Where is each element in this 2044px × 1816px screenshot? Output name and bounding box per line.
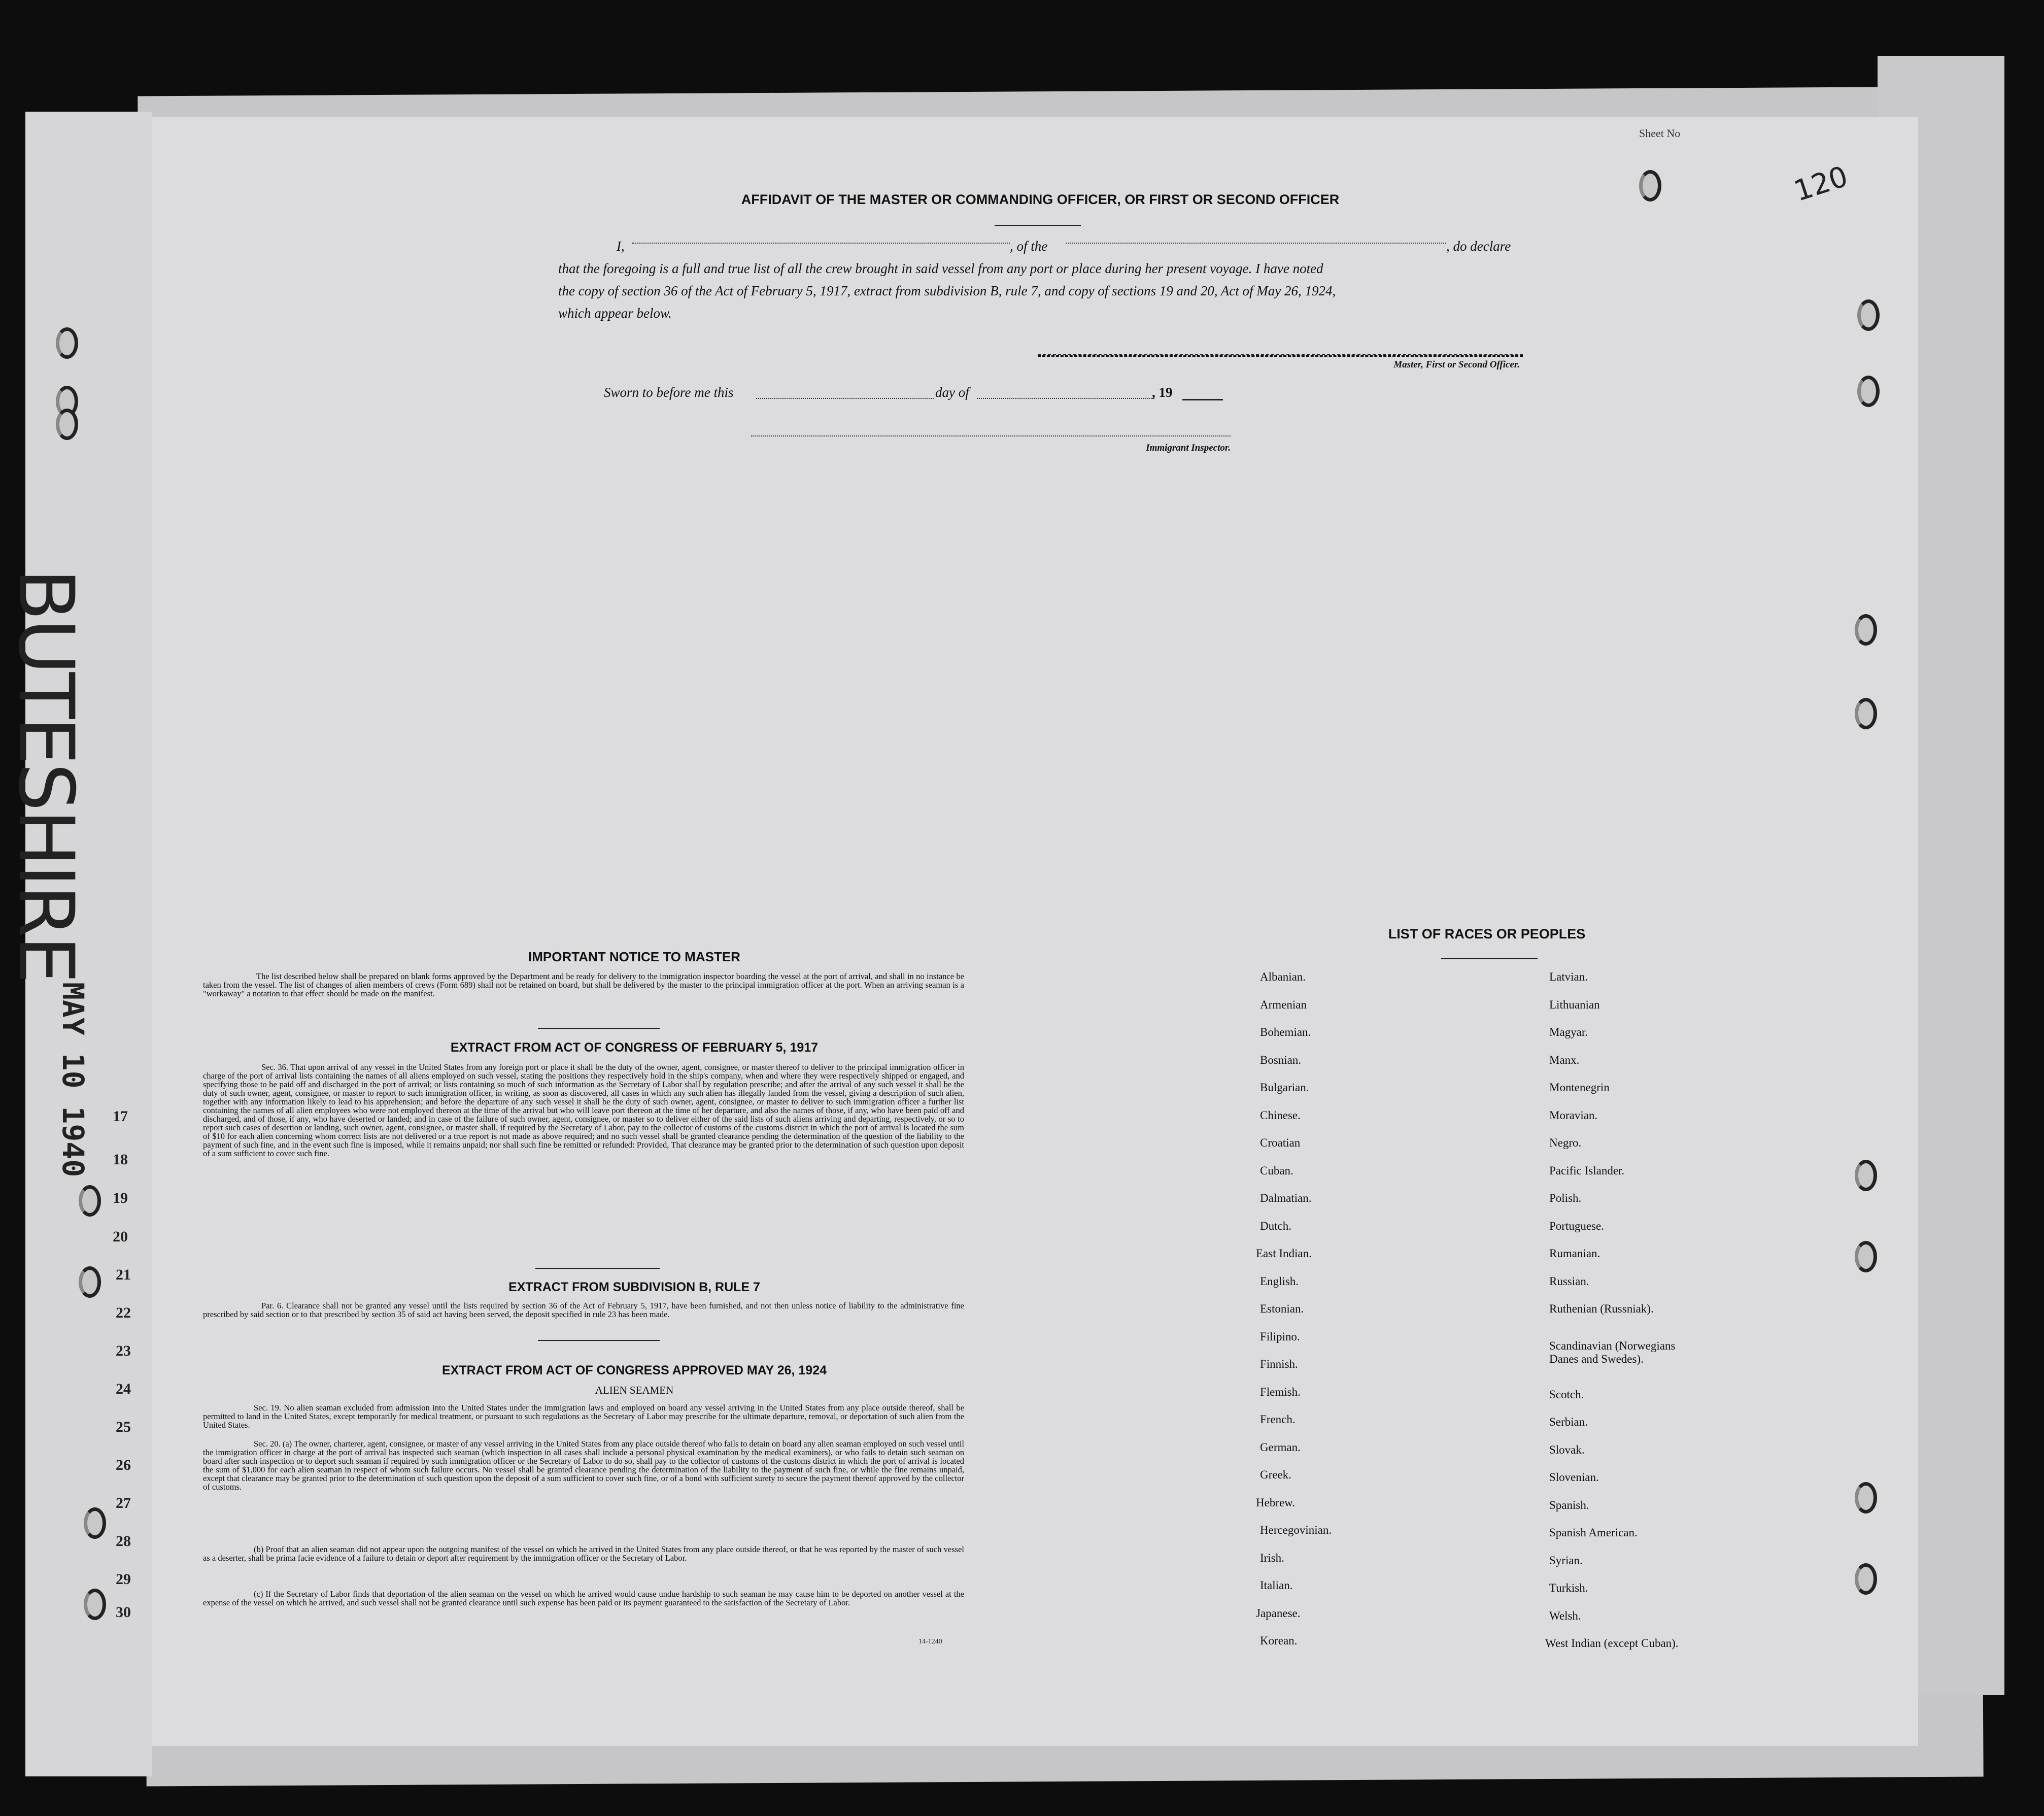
race-item: Spanish American. (1549, 1526, 1638, 1539)
margin-line-number: 30 (116, 1604, 131, 1621)
race-item: English. (1260, 1274, 1299, 1288)
divider (995, 225, 1081, 226)
notice-text: The list described below shall be prepared on blank forms approved by the Department and be ready for delivery to the immigration inspector boarding the vessel at the port of arrival, and shall in no instance be taken from the vessel. The list of changes of alien members of crews (Form 689) shall not be retained on board, but shall be delivered by the master to the principal immigration officer at the port. When an arriving seaman is a "workaway" a notation to that effect should be made on the manifest. (203, 971, 964, 998)
race-item: Lithuanian (1549, 998, 1600, 1011)
race-item: Italian. (1260, 1579, 1293, 1592)
race-item: Spanish. (1549, 1498, 1589, 1511)
race-item: Portuguese. (1549, 1219, 1604, 1232)
master-signature-line[interactable] (1038, 354, 1523, 357)
extract-1917-title: EXTRACT FROM ACT OF CONGRESS OF FEBRUARY 5, 1917 (450, 1040, 819, 1055)
punch-hole (56, 409, 78, 440)
punch-hole (1855, 698, 1877, 729)
race-item: French. (1260, 1413, 1296, 1426)
master-signature-label: Master, First or Second Officer. (1393, 359, 1520, 370)
race-item: Rumanian. (1549, 1247, 1600, 1260)
sheet-number-label: Sheet No (1639, 127, 1681, 140)
form-number: 14-1240 (918, 1638, 942, 1645)
race-item: Ruthenian (Russniak). (1549, 1302, 1654, 1315)
race-item: Slovak. (1549, 1443, 1585, 1456)
margin-line-number: 20 (113, 1228, 128, 1245)
margin-line-number: 22 (116, 1304, 131, 1321)
sworn-month-field[interactable] (977, 398, 1154, 399)
inspector-label: Immigrant Inspector. (1146, 443, 1231, 453)
margin-line-number: 23 (116, 1342, 131, 1359)
margin-line-number: 19 (113, 1190, 128, 1206)
race-item: Manx. (1549, 1053, 1580, 1066)
race-item: Slovenian. (1549, 1471, 1599, 1484)
ship-name-stamp: BUTESHIRE (2, 568, 90, 982)
sec20c-text: (c) If the Secretary of Labor finds that deportation of the alien seaman on the vessel on which he arrived would cause undue hardship to such seaman he may cause him to be deported on another vessel at the expense of the vessel on which he arrived, and such vessel shall not be granted clearance until such expense has been paid or its payment guaranteed to the satisfaction of the Secretary of Labor. (203, 1589, 964, 1607)
margin-line-number: 27 (116, 1495, 131, 1511)
name-field[interactable] (632, 243, 1010, 244)
race-item: Cuban. (1260, 1164, 1293, 1177)
race-item: Russian. (1549, 1274, 1589, 1288)
race-item: Scotch. (1549, 1388, 1584, 1401)
punch-hole (1855, 614, 1877, 646)
race-item: Dalmatian. (1260, 1192, 1312, 1204)
divider (535, 1268, 660, 1269)
divider (1441, 958, 1538, 959)
race-item: German. (1260, 1440, 1301, 1454)
margin-line-number: 17 (113, 1108, 128, 1125)
race-item: Pacific Islander. (1549, 1164, 1625, 1177)
punch-hole (84, 1507, 106, 1539)
race-item: Latvian. (1549, 970, 1588, 983)
race-item: Montenegrin (1549, 1081, 1610, 1094)
margin-line-number: 18 (113, 1151, 128, 1168)
divider (538, 1028, 660, 1029)
race-item: Finnish. (1260, 1358, 1298, 1370)
affidavit-line3: the copy of section 36 of the Act of February 5, 1917, extract from subdivision B, rule 7, and copy of sections 19 and 20, Act of May 26, 1924, (558, 283, 1336, 298)
margin-line-number: 29 (116, 1571, 131, 1588)
rule7-text: Par. 6. Clearance shall not be granted any vessel until the lists required by section 36 of the Act of February 5, 1917, have been furnished, and not then unless notice of liability to the administrative fine prescribed by said section or to that prescribed by section 35 of said act having been served, the deposit specified in rule 23 has been made. (203, 1301, 964, 1319)
alien-seamen-subtitle: ALIEN SEAMEN (595, 1384, 674, 1396)
affidavit-declare: , do declare (1446, 239, 1511, 254)
race-item: Chinese. (1260, 1108, 1301, 1122)
year-field[interactable] (1182, 399, 1223, 400)
race-item: Bulgarian. (1260, 1081, 1309, 1094)
affidavit-i: I, (617, 239, 625, 254)
race-item: Hebrew. (1256, 1496, 1296, 1509)
punch-hole (1639, 170, 1661, 201)
race-item: Greek. (1260, 1468, 1291, 1481)
race-item: Polish. (1549, 1192, 1582, 1204)
punch-hole (1855, 1563, 1877, 1595)
race-item: Bohemian. (1260, 1026, 1311, 1038)
punch-hole (1855, 1482, 1877, 1514)
affidavit-title: AFFIDAVIT OF THE MASTER OR COMMANDING OFFICER, OR FIRST OR SECOND OFFICER (741, 192, 1340, 207)
race-item: Serbian. (1549, 1416, 1588, 1428)
sec20b-text: (b) Proof that an alien seaman did not appear upon the outgoing manifest of the vessel on which he arrived in the United States from any place outside thereof, or that he was reported by the master of such vessel as a deserter, shall be prima facie evidence of a failure to detain or deport after requirement by the immigration officer or the Secretary of Labor. (203, 1544, 964, 1563)
date-stamp: MAY 10 1940 (56, 982, 90, 1178)
race-item: Korean. (1260, 1634, 1298, 1647)
punch-hole (1857, 376, 1880, 407)
race-item: Filipino. (1260, 1330, 1300, 1343)
divider (538, 1340, 660, 1341)
race-item: Turkish. (1549, 1582, 1588, 1594)
punch-hole (79, 1185, 101, 1217)
margin-line-number: 21 (116, 1266, 131, 1283)
vessel-field[interactable] (1066, 243, 1446, 244)
race-item: Magyar. (1549, 1026, 1588, 1038)
race-item: Irish. (1260, 1551, 1284, 1564)
sec19-text: Sec. 19. No alien seaman excluded from admission into the United States under the immigration laws and employed on board any vessel arriving in the United States from any place outside thereof, shall be permitted to land in the United States, except temporarily for medical treatment, or pursuant to such regulations as the Secretary of Labor may prescribe for the ultimate departure, removal, or deportation of such alien from the United States. (203, 1403, 964, 1430)
race-item: Flemish. (1260, 1385, 1301, 1398)
sec20a-text: Sec. 20. (a) The owner, charterer, agent, consignee, or master of any vessel arriving in the United States from any place outside thereof who fails to detain on board any alien seaman employed on such vessel until the immigration officer in charge at the port of arrival has inspected such seaman (which inspection in all cases shall include a personal physical examination by the medical examiners), or who fails to detain such seaman on board after such inspection or to deport such seaman if required by such immigration officer or the Secretary of Labor to do so, shall pay to the collector of customs of the customs district in which the port of arrival is located the sum of $1,000 for each alien seaman in respect of whom such failure occurs. No vessel shall be granted clearance pending the determination of the liability to the payment of such fine, or while the fine remains unpaid, except that clearance may be granted prior to the determination of such question upon the deposit of a sum sufficient to cover such fine, or of a bond with sufficient surety to secure the payment thereof approved by the collector of customs. (203, 1439, 964, 1492)
races-title: LIST OF RACES OR PEOPLES (1388, 926, 1586, 941)
extract-1917-text: Sec. 36. That upon arrival of any vessel in the United States from any foreign port or place it shall be the duty of the owner, agent, consignee, or master thereof to deliver to the principal immigration officer in charge of the port of arrival lists containing the names of all aliens employed on such vessel, stating the positions they respectively hold in the ship's company, when and where they were respectively shipped or engaged, and specifying those to be paid off and discharged in the port of arrival; or lists containing so much of such information as the Secretary of Labor shall by regulation prescribe; and after the arrival of any such vessel it shall be the duty of such owner, agent, consignee, or master to report to such immigration officer, in writing, as soon as discovered, all cases in which any such alien has illegally landed from the vessel, giving a description of such alien, together with any information likely to lead to his apprehension; and before the departure of any such vessel it shall be the duty of such owner, agent, consignee, or master to deliver to such immigration officer a further list containing the names of all alien employees who were not employed thereon at the time of the arrival but who will leave port thereon at the time of her departure, and also the names of those, if any, who have been paid off and discharged, and of those, if any, who have deserted or landed; and in case of the failure of such owner, agent, consignee, or master so to deliver either of the said lists of such aliens arriving and departing, respectively, or so to report such cases of desertion or landing, such owner, agent, consignee, or master shall, if required by the Secretary of Labor, pay to the collector of customs of the customs district in which the port of arrival is located the sum of $10 for each alien concerning whom correct lists are not delivered or a true report is not made as above required; and no such vessel shall be granted clearance pending the determination of the question of the liability to the payment of such fine, and in the event such fine is imposed, while it remains unpaid; nor shall such fine be remitted or refunded: Provided, That clearance may be granted prior to the determination of such question upon deposit of a sum sufficient to cover such fine. (203, 1062, 964, 1158)
race-item: Dutch. (1260, 1219, 1291, 1232)
race-item: Bosnian. (1260, 1053, 1302, 1066)
race-item: Moravian. (1549, 1108, 1598, 1122)
year-prefix: , 19 (1152, 385, 1173, 400)
race-item: Armenian (1260, 998, 1307, 1011)
rule7-title: EXTRACT FROM SUBDIVISION B, RULE 7 (508, 1280, 760, 1294)
punch-hole (1857, 299, 1880, 331)
margin-line-number: 25 (116, 1419, 131, 1435)
notice-title: IMPORTANT NOTICE TO MASTER (528, 949, 740, 964)
handwritten-mark: 120 (1790, 160, 1852, 208)
race-item: Japanese. (1256, 1606, 1301, 1620)
affidavit-of-the: , of the (1010, 239, 1048, 254)
margin-line-number: 28 (116, 1533, 131, 1550)
extract-1924-title: EXTRACT FROM ACT OF CONGRESS APPROVED MAY 26, 1924 (441, 1363, 827, 1377)
margin-line-number: 24 (116, 1381, 131, 1397)
race-item: Welsh. (1549, 1609, 1581, 1622)
race-item: West Indian (except Cuban). (1545, 1637, 1679, 1650)
punch-hole (1855, 1160, 1877, 1191)
race-item: Croatian (1260, 1136, 1301, 1149)
sworn-text: Sworn to before me this (604, 385, 734, 400)
punch-hole (1855, 1241, 1877, 1272)
race-item: East Indian. (1256, 1247, 1312, 1260)
race-item: Estonian. (1260, 1302, 1304, 1315)
punch-hole (79, 1266, 101, 1298)
affidavit-line2: that the foregoing is a full and true list of all the crew brought in said vessel from any port or place during her present voyage. I have noted (558, 261, 1323, 276)
race-item: Scandinavian (Norwegians Danes and Swedes). (1549, 1339, 1676, 1365)
day-of-text: day of (935, 385, 969, 400)
race-item: Albanian. (1260, 970, 1306, 983)
affidavit-line4: which appear below. (558, 306, 672, 321)
race-item: Negro. (1549, 1136, 1582, 1149)
race-item: Hercegovinian. (1260, 1524, 1332, 1536)
margin-line-number: 26 (116, 1457, 131, 1473)
race-item: Syrian. (1549, 1554, 1583, 1567)
inspector-signature-line[interactable] (751, 435, 1231, 436)
sworn-day-field[interactable] (756, 398, 934, 399)
punch-hole (56, 327, 78, 359)
punch-hole (84, 1589, 106, 1620)
